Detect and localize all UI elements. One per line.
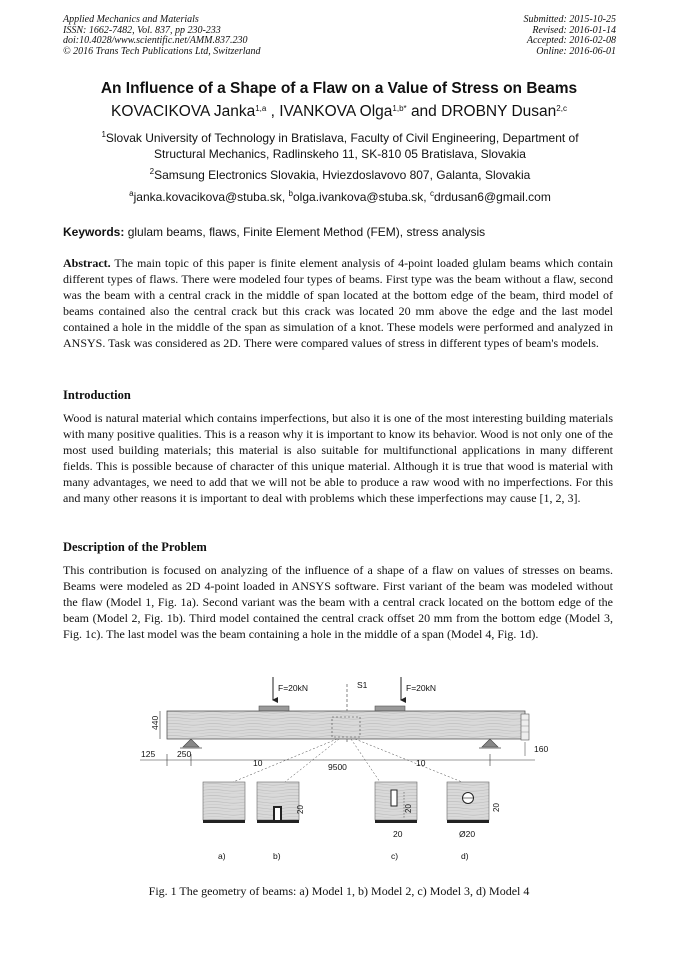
affiliation-1	[70, 130, 610, 162]
height-dim-label: 440	[150, 715, 160, 730]
zoom-line	[285, 739, 339, 782]
load-plate-left	[259, 706, 289, 711]
emails	[70, 189, 610, 205]
detail-c-edge	[375, 820, 417, 823]
author-1-sup: 1,a	[255, 104, 267, 113]
problem-heading: Description of the Problem	[63, 540, 207, 554]
figure-caption: Fig. 1 The geometry of beams: a) Model 1, b) Model 2, c) Model 3, d) Model 4	[148, 884, 530, 898]
figure-1	[125, 674, 555, 866]
authors-line: KOVACIKOVA Janka$^{1,a}$ , IVANKOVA Olga$^{1,b*}$ and DROBNY Dusan$^{2,c}$	[111, 103, 567, 120]
detail-a-label: a)	[218, 851, 226, 861]
keywords-label: Keywords:	[63, 225, 125, 239]
aff1-sup: 1	[101, 130, 106, 139]
cross-section	[521, 714, 529, 740]
author-3-sup: 2,c	[556, 104, 567, 113]
beam-geometry-diagram	[125, 674, 555, 866]
email-a-sup: a	[129, 189, 134, 198]
introduction-heading: Introduction	[63, 388, 131, 402]
and-word: and	[410, 103, 437, 120]
author-2-sup: 1,b*	[392, 104, 407, 113]
issn: ISSN: 1662-7482, Vol. 837, pp 230-233	[63, 24, 221, 36]
email-a[interactable]: janka.kovacikova@stuba.sk,	[133, 190, 286, 204]
aff1-line1: Slovak University of Technology in Bratislava, Faculty of Civil Engineering, Department of	[105, 131, 579, 145]
detail-b-label: b)	[273, 851, 281, 861]
paper-title: An Influence of a Shape of a Flaw on a Value of Stress on Beams	[100, 80, 578, 97]
email-b-sup: b	[288, 189, 293, 198]
introduction-text: Wood is natural material which contains imperfections, but also it is one of the most interesting building materials with many positive qualities. This is a reason why it is important to know its behavior. Wood is not only one of the most used building materials; this material is also suitable for multifunctional applications in many different fields. This is possible because of character of this unique material. Although it is true that wood is material with many advantages, we need to add that we will not be able to produce a raw wood with no imperfections. For this and many other reasons it is important to deal with problems which these imperfections may cause [1, 2, 3].	[63, 411, 613, 506]
submitted-date: Submitted: 2015-10-25	[523, 14, 616, 25]
dim-250-label: 250	[177, 749, 192, 759]
email-b[interactable]: olga.ivankova@stuba.sk,	[293, 190, 427, 204]
dim-125-label: 125	[141, 749, 156, 759]
detail-d-edge	[447, 820, 489, 823]
dim-20-b-label: 20	[296, 805, 305, 814]
detail-a-edge	[203, 820, 245, 823]
detail-d-label: d)	[461, 851, 469, 861]
detail-c-crack	[391, 790, 397, 806]
keywords-text: glulam beams, flaws, Finite Element Method (FEM), stress analysis	[127, 225, 486, 239]
detail-c-label: c)	[391, 851, 399, 861]
aff2-sup: 2	[149, 167, 155, 176]
author-1: KOVACIKOVA Janka	[111, 103, 256, 120]
support-left	[183, 739, 199, 747]
problem-text: This contribution is focused on analyzing of the influence of a shape of a flaw on values of stresses on beams. Beams were modeled as 2D 4-point loaded in ANSYS software. First variant of the beam was modeled without the flaw (Model 1, Fig. 1a). Second variant was the beam with a central crack located on the bottom edge of the beam (Model 2, Fig. 1b). Third model contained the central crack offset 20 mm from the bottom edge (Model 3, Fig. 1c). The last model was the beam containing a hole in the middle of a span (Model 4, Fig. 1d).	[63, 563, 613, 642]
copyright: © 2016 Trans Tech Publications Ltd, Switzerland	[63, 45, 261, 57]
dim-20-c-bottom-label: 20	[393, 829, 403, 839]
dim-10-left-label: 10	[253, 758, 263, 768]
zoom-line	[233, 739, 337, 782]
email-c[interactable]: drdusan6@gmail.com	[433, 190, 551, 204]
zoom-line	[355, 739, 462, 782]
abstract-text: The main topic of this paper is finite element analysis of 4-point loaded glulam beams which contain different types of flaws. There were modeled four types of beams. First type was the beam without a flaw, second was the beam with a central crack in the middle of span located at the bottom edge of the beam, third model of beams contained also the central crack but this crack was located 20 mm above the edge and the last model contained a hole in the middle of the span as simulation of a knot. These models were performed and analyzed in ANSYS. Task was considered as 2D. There were compared values of stress in different types of beam's models.	[63, 256, 613, 351]
dim-20-c-side-label: 20	[404, 804, 413, 813]
journal-name: Applied Mechanics and Materials	[63, 14, 199, 25]
author-3: DROBNY Dusan	[441, 103, 557, 120]
header-journal-info	[63, 15, 261, 57]
support-right	[482, 739, 498, 747]
section-label: S1	[357, 680, 368, 690]
force-right-label: F=20kN	[406, 683, 436, 693]
doi: doi:10.4028/www.scientific.net/AMM.837.230	[63, 35, 248, 46]
online-date: Online: 2016-06-01	[536, 45, 616, 57]
detail-a-block	[203, 782, 245, 820]
glulam-beam	[167, 711, 525, 739]
force-left-label: F=20kN	[278, 683, 308, 693]
affiliation-2	[70, 167, 610, 183]
revised-date: Revised: 2016-01-14	[532, 24, 616, 36]
dim-20-d-label: 20	[492, 803, 501, 812]
author-2: IVANKOVA Olga	[279, 103, 393, 120]
dim-10-right-label: 10	[416, 758, 426, 768]
zoom-line	[351, 739, 380, 782]
header-dates	[524, 15, 617, 57]
dim-160-label: 160	[534, 744, 549, 754]
abstract-label: Abstract.	[63, 256, 111, 270]
abstract	[63, 255, 613, 352]
dim-9500-label: 9500	[328, 762, 347, 772]
aff1-line2: Structural Mechanics, Radlinskeho 11, SK-810 05 Bratislava, Slovakia	[154, 147, 526, 161]
dim-d20-label: Ø20	[459, 829, 476, 839]
keywords	[63, 225, 623, 239]
email-c-sup: c	[429, 189, 434, 198]
load-plate-right	[375, 706, 405, 711]
aff2-text: Samsung Electronics Slovakia, Hviezdoslavovo 807, Galanta, Slovakia	[154, 168, 531, 182]
detail-b-notch	[275, 808, 280, 820]
accepted-date: Accepted: 2016-02-08	[526, 35, 616, 46]
